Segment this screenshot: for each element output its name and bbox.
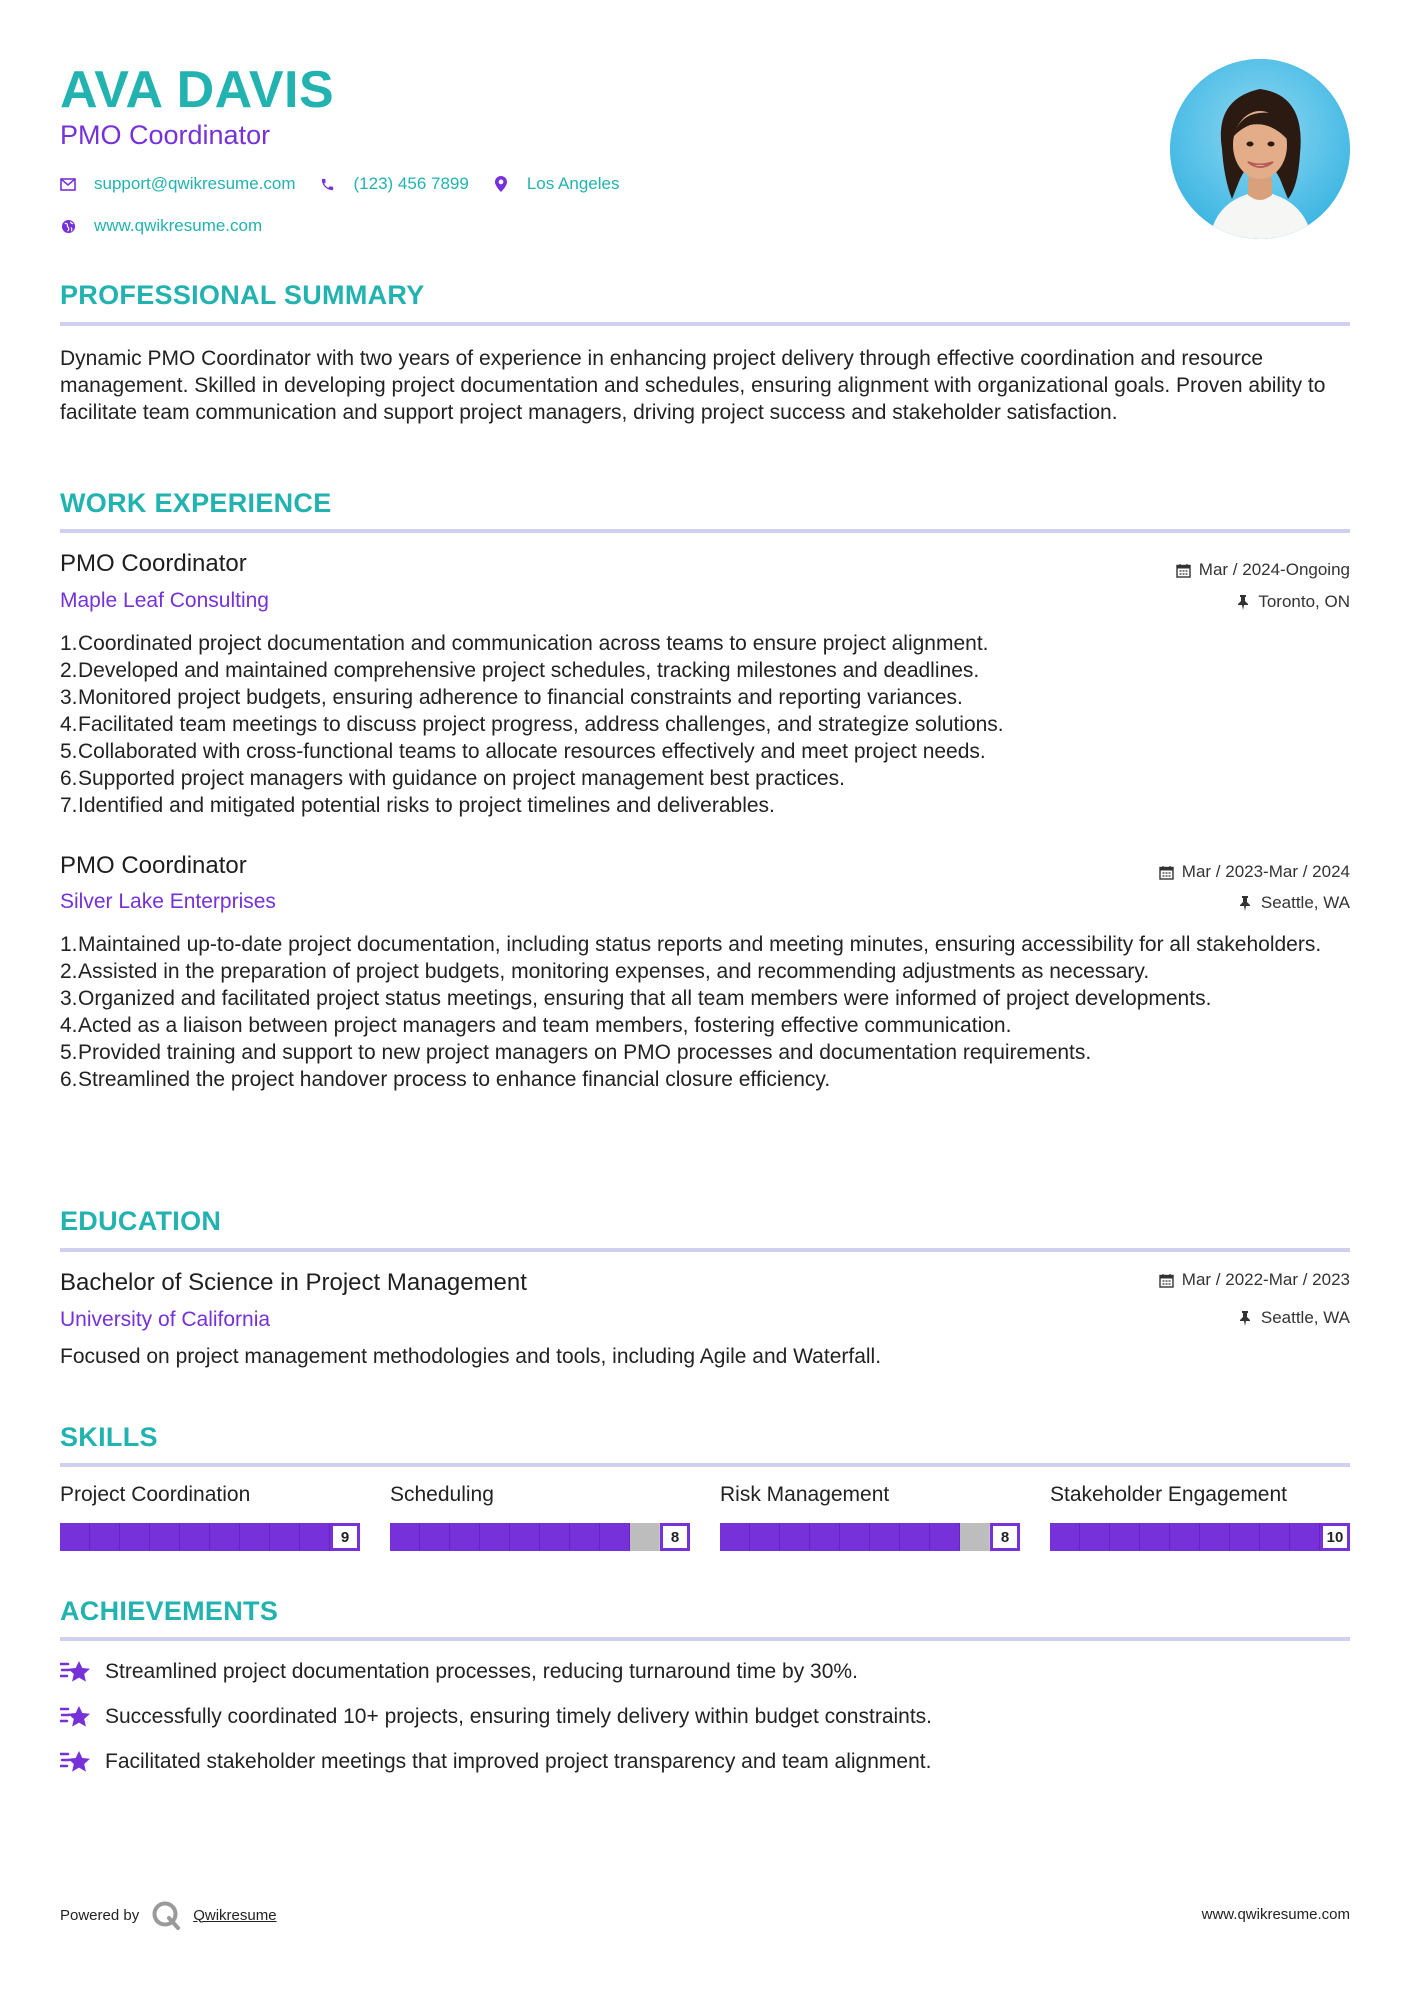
summary-heading: PROFESSIONAL SUMMARY <box>60 280 425 310</box>
summary-divider <box>60 322 1350 326</box>
candidate-name: AVA DAVIS <box>60 61 335 119</box>
skill-name: Scheduling <box>390 1483 494 1506</box>
star-icon <box>60 1749 92 1775</box>
achievement-item: Facilitated stakeholder meetings that improved project transparency and team alignment. <box>60 1749 931 1775</box>
list-item: 7. Identified and mitigated potential risks to project timelines and deliverables. <box>60 794 775 817</box>
skill-segment-filled <box>840 1523 870 1551</box>
footer-powered-by <box>60 1900 277 1930</box>
achievements-heading: ACHIEVEMENTS <box>60 1596 279 1626</box>
skill-segment-filled <box>900 1523 930 1551</box>
skill-segment-filled <box>390 1523 420 1551</box>
skill-segment-filled <box>1290 1523 1320 1551</box>
star-icon <box>60 1659 92 1685</box>
pin-icon <box>1238 896 1253 911</box>
skill-bar <box>720 1523 1020 1551</box>
location-pin-icon <box>493 176 509 192</box>
job-2-dates <box>1159 862 1350 882</box>
skill-segment-filled <box>270 1523 300 1551</box>
skill-segment-filled <box>240 1523 270 1551</box>
skill-segment-filled <box>780 1523 810 1551</box>
skill-stakeholder-engagement <box>1050 1483 1350 1551</box>
skill-segment-filled <box>180 1523 210 1551</box>
skill-segment-filled <box>1200 1523 1230 1551</box>
education-location-text: Seattle, WA <box>1260 1308 1350 1327</box>
skill-segment-filled <box>600 1523 630 1551</box>
skill-segment-filled <box>300 1523 330 1551</box>
skill-segment-filled <box>1170 1523 1200 1551</box>
list-item: 2. Developed and maintained comprehensive project schedules, tracking milestones and deadlines. <box>60 659 980 682</box>
job-1-title: PMO Coordinator <box>60 550 247 577</box>
phone-icon <box>320 176 336 192</box>
job-2-dates-text: Mar / 2023-Mar / 2024 <box>1181 862 1350 881</box>
skill-segment-filled <box>930 1523 960 1551</box>
education-dates-text: Mar / 2022-Mar / 2023 <box>1181 1270 1350 1289</box>
skill-segment-filled <box>870 1523 900 1551</box>
list-item: 3. Monitored project budgets, ensuring adherence to financial constraints and reporting variances. <box>60 686 963 709</box>
globe-icon <box>60 218 76 234</box>
skill-segment-filled <box>1080 1523 1110 1551</box>
mail-icon <box>60 176 76 192</box>
skills-divider <box>60 1463 1350 1467</box>
job-2-company: Silver Lake Enterprises <box>60 890 276 913</box>
list-item: 4. Facilitated team meetings to discuss project progress, address challenges, and strategize solutions. <box>60 713 1004 736</box>
job-1-location <box>1235 592 1350 612</box>
skill-segment-filled <box>810 1523 840 1551</box>
job-2-location-text: Seattle, WA <box>1260 893 1350 912</box>
list-item: 6. Supported project managers with guidance on project management best practices. <box>60 767 845 790</box>
pin-icon <box>1235 595 1250 610</box>
skill-segment-filled <box>1140 1523 1170 1551</box>
list-item: 1. Maintained up-to-date project documentation, including status reports and meeting minutes, ensuring accessibility for all stakeholders. <box>60 933 1322 956</box>
powered-by-label: Powered by <box>60 1906 140 1924</box>
qwikresume-logo-icon <box>151 1900 181 1930</box>
skill-segment-filled <box>150 1523 180 1551</box>
degree-title: Bachelor of Science in Project Management <box>60 1269 527 1296</box>
job-1-bullets <box>60 630 1350 819</box>
calendar-icon <box>1159 1273 1174 1288</box>
skill-scheduling <box>390 1483 690 1551</box>
job-2-location <box>1238 893 1350 913</box>
skill-level-badge: 8 <box>990 1523 1020 1551</box>
candidate-role: PMO Coordinator <box>60 120 271 150</box>
job-1-company: Maple Leaf Consulting <box>60 589 269 612</box>
calendar-icon <box>1176 563 1191 578</box>
skill-segment-filled <box>60 1523 90 1551</box>
list-item: 3. Organized and facilitated project status meetings, ensuring that all team members were informed of project developments. <box>60 987 1212 1010</box>
achievements-divider <box>60 1637 1350 1641</box>
skill-segment-empty <box>960 1523 990 1551</box>
list-item: 4. Acted as a liaison between project managers and team members, fostering effective communication. <box>60 1014 1012 1037</box>
profile-photo <box>1170 59 1350 239</box>
skill-level-badge: 9 <box>330 1523 360 1551</box>
skill-segment-filled <box>90 1523 120 1551</box>
resume-page <box>60 0 1350 1990</box>
job-1-dates <box>1176 560 1350 580</box>
list-item: 1. Coordinated project documentation and communication across teams to ensure project alignment. <box>60 632 989 655</box>
skill-name: Stakeholder Engagement <box>1050 1483 1287 1506</box>
qwikresume-link[interactable]: Qwikresume <box>193 1906 277 1924</box>
skill-segment-filled <box>1260 1523 1290 1551</box>
contact-row <box>60 174 643 194</box>
experience-divider <box>60 529 1350 533</box>
footer-website[interactable]: www.qwikresume.com <box>1201 1906 1350 1923</box>
skill-segment-filled <box>1110 1523 1140 1551</box>
school-name: University of California <box>60 1308 271 1331</box>
skill-segment-filled <box>1230 1523 1260 1551</box>
skill-segment-filled <box>750 1523 780 1551</box>
skill-segment-filled <box>480 1523 510 1551</box>
summary-text: Dynamic PMO Coordinator with two years of experience in enhancing project delivery through effective coordination and resource management. Skilled in developing project documentation and schedules, ensuring alignment with organizational goals. Proven ability to facilitate team communication and support project managers, driving project success and stakeholder satisfaction. <box>60 347 1326 424</box>
website-row <box>60 216 286 236</box>
experience-heading: WORK EXPERIENCE <box>60 488 332 518</box>
skill-level-badge: 10 <box>1320 1523 1350 1551</box>
phone-text: (123) 456 7899 <box>353 174 469 193</box>
skills-heading: SKILLS <box>60 1422 158 1452</box>
skill-bar <box>1050 1523 1350 1551</box>
job-2-bullets <box>60 931 1350 1093</box>
education-location <box>1238 1308 1350 1328</box>
skill-segment-filled <box>570 1523 600 1551</box>
skill-level-badge: 8 <box>660 1523 690 1551</box>
location-text: Los Angeles <box>526 174 620 193</box>
email-link[interactable]: support@qwikresume.com <box>94 174 296 193</box>
skill-bar <box>60 1523 360 1551</box>
calendar-icon <box>1159 865 1174 880</box>
skill-name: Project Coordination <box>60 1483 251 1506</box>
skill-name: Risk Management <box>720 1483 890 1506</box>
website-link[interactable]: www.qwikresume.com <box>94 216 263 235</box>
skill-segment-filled <box>120 1523 150 1551</box>
job-2-title: PMO Coordinator <box>60 852 247 879</box>
list-item: 6. Streamlined the project handover process to enhance financial closure efficiency. <box>60 1068 831 1091</box>
skill-segment-filled <box>540 1523 570 1551</box>
list-item: 5. Provided training and support to new project managers on PMO processes and documentation requirements. <box>60 1041 1092 1064</box>
skill-segment-filled <box>510 1523 540 1551</box>
pin-icon <box>1238 1311 1253 1326</box>
skill-segment-filled <box>450 1523 480 1551</box>
skill-segment-filled <box>210 1523 240 1551</box>
skill-project-coordination <box>60 1483 360 1551</box>
job-1-dates-text: Mar / 2024-Ongoing <box>1198 560 1350 579</box>
skill-bar <box>390 1523 690 1551</box>
skill-segment-empty <box>630 1523 660 1551</box>
job-1-location-text: Toronto, ON <box>1258 592 1350 611</box>
star-icon <box>60 1704 92 1730</box>
skill-segment-filled <box>1050 1523 1080 1551</box>
education-description: Focused on project management methodologies and tools, including Agile and Waterfall. <box>60 1345 882 1368</box>
list-item: 5. Collaborated with cross-functional teams to allocate resources effectively and meet project needs. <box>60 740 986 763</box>
education-heading: EDUCATION <box>60 1206 222 1236</box>
achievement-item: Streamlined project documentation processes, reducing turnaround time by 30%. <box>60 1659 858 1685</box>
skill-segment-filled <box>720 1523 750 1551</box>
education-dates <box>1159 1270 1350 1290</box>
skill-segment-filled <box>420 1523 450 1551</box>
list-item: 2. Assisted in the preparation of project budgets, monitoring expenses, and recommending adjustments as necessary. <box>60 960 1150 983</box>
achievement-item: Successfully coordinated 10+ projects, ensuring timely delivery within budget constraints. <box>60 1704 932 1730</box>
education-divider <box>60 1248 1350 1252</box>
skill-risk-management <box>720 1483 1020 1551</box>
